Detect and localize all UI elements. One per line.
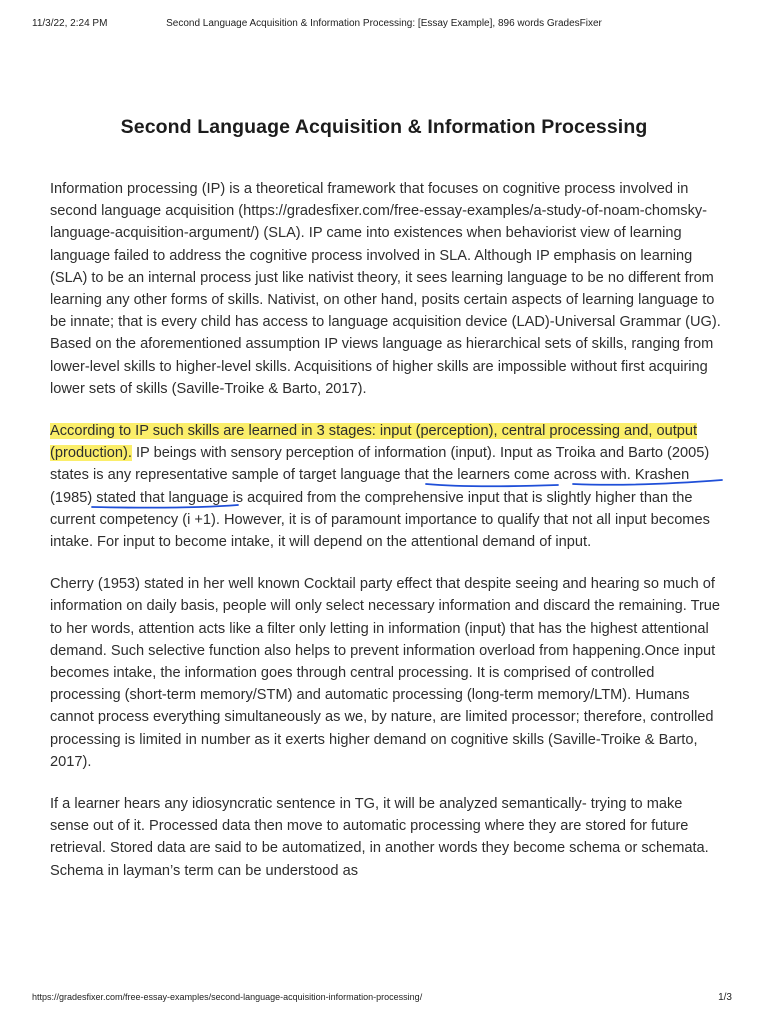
paragraph-1: Information processing (IP) is a theoretical framework that focuses on cognitive process involved in second language acquisition (https://gradesfixer.com/free-essay-examples/a-study-of-noam-chomsky-language-acquisition-argument/) (SLA). IP came into existences when behaviorist view of learning language failed to address the cognitive process involved in SLA. Although IP emphasis on learning (SLA) to be an internal process just like nativist theory, it sees learning language to be no different from learning any other forms of skills. Nativist, on other hand, posits certain aspects of learning language to be innate; that is every child has access to language acquisition device (LAD)-Universal Grammar (UG). Based on the aforementioned assumption IP views language as hierarchical sets of skills, ranging from lower-level skills to higher-level skills. Acquisitions of higher skills are impossible without first acquiring lower sets of skills (Saville-Troike & Barto, 2017). [50,181,721,397]
paragraph-4: If a learner hears any idiosyncratic sentence in TG, it will be analyzed semantically- trying to make sense out of it. Processed data then move to automatic processing where they are stored for future retrieval. Stored data are said to be automatized, in another words they become schema or schemata. Schema in layman’s term can be understood as [50,796,709,879]
print-header [32,18,736,32]
print-datetime: 11/3/22, 2:24 PM [32,18,108,29]
print-footer [32,992,736,1006]
essay-body [50,178,722,902]
paragraph-3: Cherry (1953) stated in her well known Cocktail party effect that despite seeing and hearing so much of information on daily basis, people will only select necessary information and discard the remaining. True to her words, attention acts like a filter only letting in information (input) that has the highest attentional demand. Such selective function also helps to prevent information overload from happening.Once input becomes intake, the information goes through central processing. It is comprised of controlled processing (short-term memory/STM) and automatic processing (long-term memory/LTM). Humans cannot process everything simultaneously as we, by nature, are limited processor; therefore, controlled processing is limited in number as it exerts higher demand on cognitive skills (Saville-Troike & Barto, 2017). [50,576,721,770]
paragraph-2 [50,420,722,553]
page-indicator: 1/3 [718,992,732,1003]
paragraph-2-rest: IP beings with sensory perception of information (input). Input as Troika and Barto (2005) states is any representative sample of target language that the learners come across with. Krashen (1985) stated that language is acquired from the comprehensive input that is slightly higher than the current competency (i +1). However, it is of paramount importance to qualify that not all input becomes intake. For input to become intake, it will depend on the attentional demand of input. [50,445,710,551]
essay-title: Second Language Acquisition & Information Processing [120,116,648,138]
highlighted-sentence: According to IP such skills are learned in 3 stages: input (perception), central processing and, output (production). [50,423,698,462]
print-document-title: Second Language Acquisition & Information Processing: [Essay Example], 896 words GradesFixer [166,18,602,29]
print-url: https://gradesfixer.com/free-essay-examples/second-language-acquisition-information-processing/ [32,992,423,1002]
